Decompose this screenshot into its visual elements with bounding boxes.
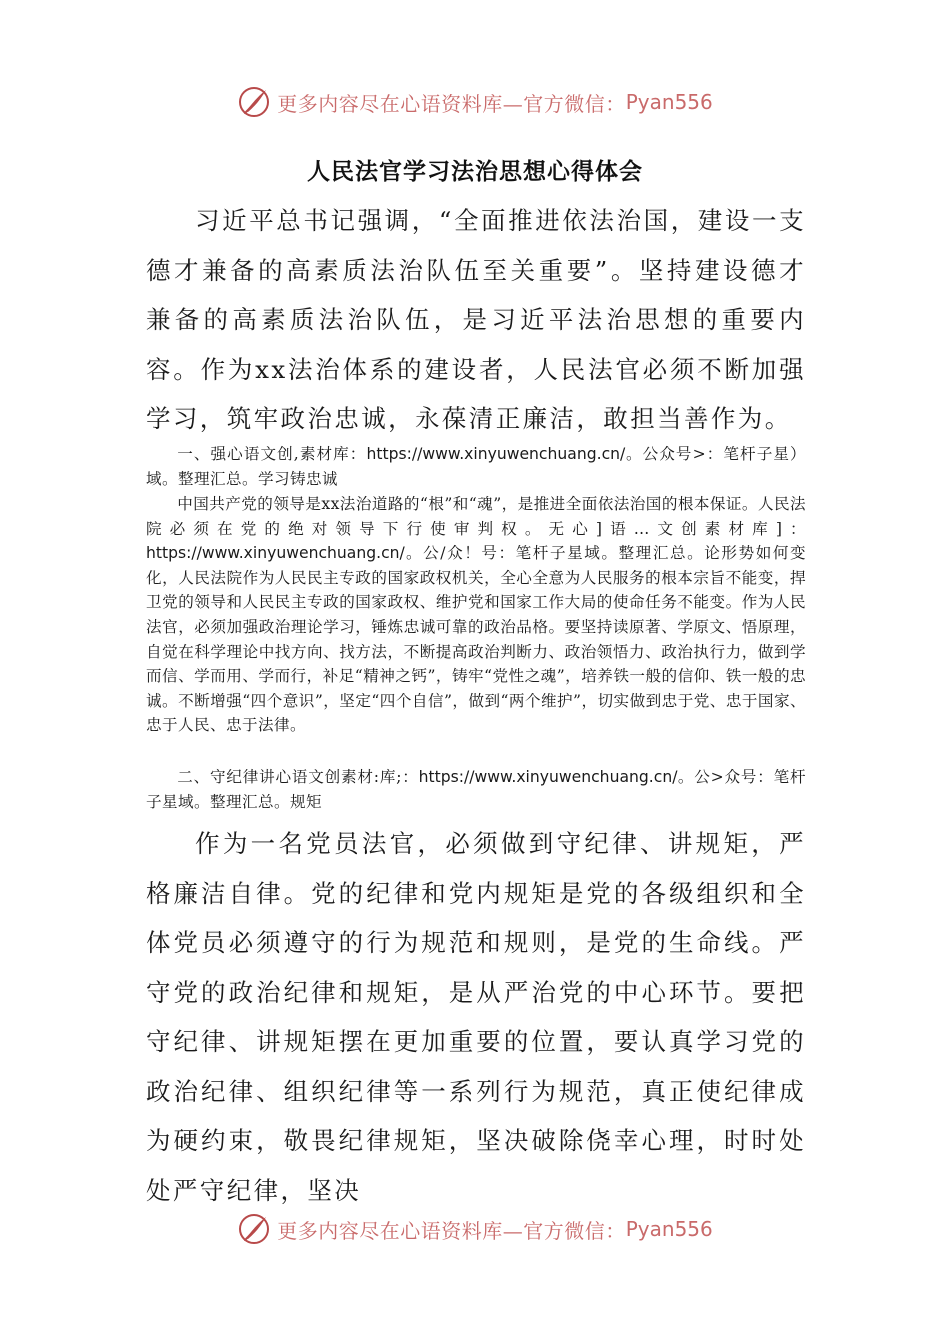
section1-heading [146, 442, 806, 491]
watermark-site-text: 更多内容尽在心语资料库—官方微信： [277, 1218, 626, 1243]
section2-body: 作为一名党员法官，必须做到守纪律、讲规矩，严格廉洁自律。党的纪律和党内规矩是党的各级组织和全体党员必须遵守的行为规范和规则，是党的生命线。严守党的政治纪律和规矩，是从严治党的中心环节。要把守纪律、讲规矩摆在更加重要的位置，要认真学习党的政治纪律、组织纪律等一系列行为规范，真正使纪律成为硬约束，敬畏纪律规矩，坚决破除侥幸心理，时时处处严守纪律，坚决 [146, 829, 806, 1205]
header-watermark [0, 82, 950, 122]
section1-heading-suffix: 。公众号>：笔杆子星）域。整理汇总。学习铸忠诚 [146, 445, 807, 488]
document-title: 人民法官学习法治思想心得体会 [307, 159, 643, 185]
section1-body-part2: 。公/众！号：笔杆子星域。整理汇总。论形势如何变化，人民法院作为人民民主专政的国家政权机关，全心全意为人民服务的根本宗旨不能变，捍卫党的领导和人民民主专政的国家政权、维护党和国家工作大局的使命任务不能变。作为人民法官，必须加强政治理论学习，锤炼忠诚可靠的政治品格。要坚持读原著、学原文、悟原理，自觉在科学理论中找方向、找方法，不断提高政治判断力、政治领悟力、政治执行力，做到学而信、学而用、学而行，补足“精神之钙”，铸牢“党性之魂”，培养铁一般的信仰、铁一般的忠诚。不断增强“四个意识”，坚定“四个自信”，做到“两个维护”，切实做到忠于党、忠于国家、忠于人民、忠于法律。 [146, 544, 806, 735]
quill-pen-icon [237, 85, 271, 119]
section1-heading-prefix: 一、强心语文创,素材库： [177, 445, 367, 463]
section1-body [146, 492, 806, 738]
section2-heading [146, 765, 806, 814]
section2-heading-prefix: 二、守纪律讲心语文创素材:库;： [177, 768, 419, 786]
intro-paragraph: 习近平总书记强调，“全面推进依法治国，建设一支德才兼备的高素质法治队伍至关重要”。坚持建设德才兼备的高素质法治队伍，是习近平法治思想的重要内容。作为xx法治体系的建设者，人民法官必须不断加强学习，筑牢政治忠诚，永葆清正廉洁，敢担当善作为。 [146, 206, 806, 433]
section1-body-part1: 中国共产党的领导是xx法治道路的“根”和“魂”，是推进全面依法治国的根本保证。人民法院必须在党的绝对领导下行使审判权。无心]语…文创素材库]： [146, 495, 806, 538]
section2-heading-suffix: 。公>众号：笔杆子星域。整理汇总。规矩 [146, 768, 806, 811]
watermark-wechat-id: Pyan556 [625, 90, 713, 114]
watermark-site-text: 更多内容尽在心语资料库—官方微信： [277, 91, 626, 116]
section1-heading-url: https://www.xinyuwenchuang.cn/ [366, 445, 626, 463]
watermark-wechat-id: Pyan556 [625, 1217, 713, 1241]
footer-watermark [0, 1209, 950, 1249]
quill-pen-icon [237, 1212, 271, 1246]
section1-body-url: https://www.xinyuwenchuang.cn/ [146, 544, 405, 563]
section2-heading-url: https://www.xinyuwenchuang.cn/ [418, 768, 678, 786]
